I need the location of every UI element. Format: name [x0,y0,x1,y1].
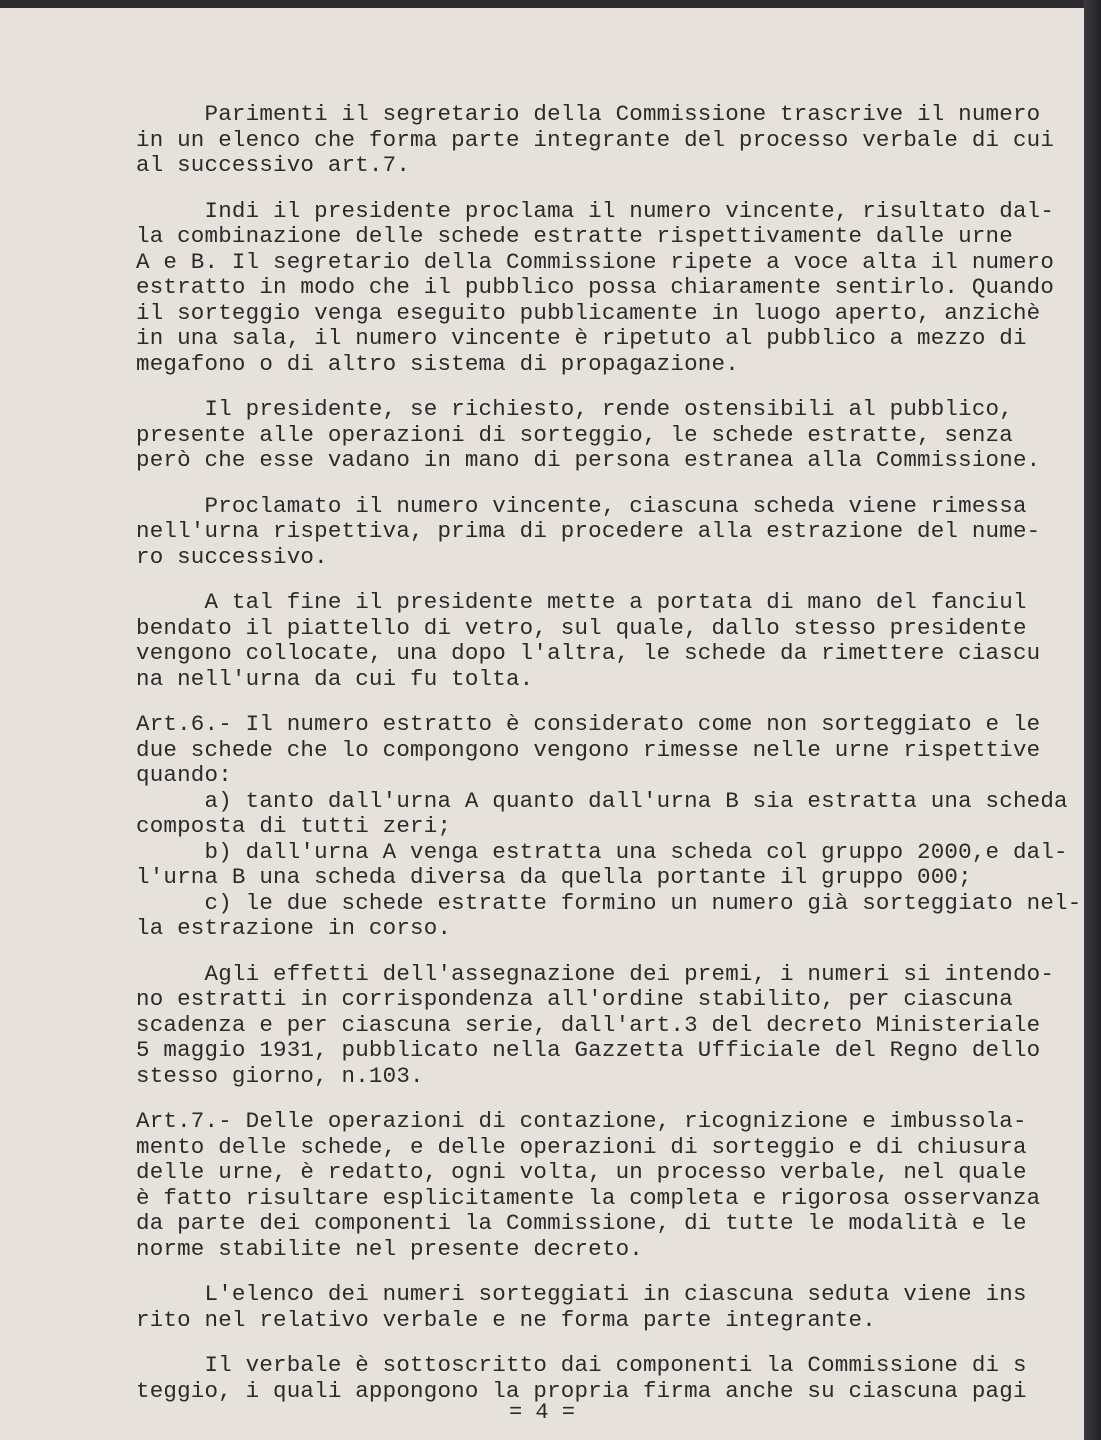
text-line: delle urne, è redatto, ogni volta, un processo verbale, nel quale [136,1159,1027,1185]
paragraph-p7 [136,787,1082,942]
paragraph-p6 [136,711,1041,789]
text-line: Indi il presidente proclama il numero vincente, risultato dal- [136,197,1055,224]
paragraph-p8 [136,960,1055,1090]
text-line: mento delle schede, e delle operazioni di sorteggio e di chiusura [136,1133,1027,1160]
text-line: b) dall'urna A venga estratta una scheda col gruppo 2000,e dal- [136,838,1068,865]
text-line: il sorteggio venga eseguito pubblicamente in luogo aperto, anzichè [136,299,1041,326]
paragraph-p4 [136,492,1041,571]
page-number: = 4 = [508,1400,575,1425]
text-line: teggio, i quali appongono la propria firma anche su ciascuna pagi [136,1377,1027,1404]
paragraph-p11 [136,1353,1036,1404]
text-line: stesso giorno, n.103. [136,1062,424,1089]
text-line: in un elenco che forma parte integrante del processo verbale di cui [136,126,1055,153]
text-line: A tal fine il presidente mette a portata di mano del fanciul [136,589,1027,615]
paragraph-p9 [136,1108,1041,1262]
text-line: estratto in modo che il pubblico possa chiaramente sentirlo. Quando [136,274,1055,300]
text-line: na nell'urna da cui fu tolta. [136,665,534,692]
text-line: scadenza e per ciascuna serie, dall'art.3 del decreto Ministeriale [136,1011,1041,1038]
text-line: L'elenco dei numeri sorteggiati in ciascuna seduta viene ins [136,1281,1027,1307]
text-line: A e B. Il segretario della Commissione ripete a voce alta il numero [136,248,1055,275]
text-line: in una sala, il numero vincente è ripetuto al pubblico a mezzo di [136,325,1027,351]
text-line: è fatto risultare esplicitamente la completa e rigorosa osservanza [136,1184,1041,1211]
text-line: Art.7.- Delle operazioni di contazione, ricognizione e imbussola- [136,1108,1027,1134]
document-body [136,101,1082,1424]
text-line: megafono o di altro sistema di propagazione. [136,350,739,377]
text-line: a) tanto dall'urna A quanto dall'urna B sia estratta una scheda [136,787,1068,814]
text-line: nell'urna rispettiva, prima di procedere alla estrazione del nume- [136,518,1041,544]
paragraph-p5 [136,589,1041,692]
paragraph-p3 [136,396,1041,474]
text-line: l'urna B una scheda diversa da quella portante il gruppo 000; [136,864,972,890]
paragraph-p2 [136,197,1055,378]
text-line: bendato il piattello di vetro, sul quale, dallo stesso presidente [136,614,1027,641]
text-line: ro successivo. [136,543,328,570]
text-line: da parte dei componenti la Commissione, di tutte le modalità e le [136,1210,1027,1236]
text-line: rito nel relativo verbale e ne forma parte integrante. [136,1306,876,1333]
document-page [0,8,1084,1440]
text-line: composta di tutti zeri; [136,813,452,839]
text-line: due schede che lo compongono vengono rimesse nelle urne rispettive [136,736,1041,763]
text-line: Parimenti il segretario della Commissione trascrive il numero [136,101,1041,127]
text-line: c) le due schede estratte formino un numero già sorteggiato nel- [136,889,1082,916]
text-line: norme stabilite nel presente decreto. [136,1235,643,1262]
text-line: Il presidente, se richiesto, rende ostensibili al pubblico, [136,396,1013,422]
text-line: quando: [136,762,232,788]
text-line: vengono collocate, una dopo l'altra, le schede da rimettere ciascu [136,640,1041,666]
book-binding-edge [1084,0,1101,1440]
text-line: però che esse vadano in mano di persona estranea alla Commissione. [136,447,1041,473]
text-line: Agli effetti dell'assegnazione dei premi, i numeri si intendo- [136,960,1055,987]
text-line: presente alle operazioni di sorteggio, le schede estratte, senza [136,421,1013,448]
text-line: no estratti in corrispondenza all'ordine stabilito, per ciascuna [136,986,1013,1012]
text-line: la combinazione delle schede estratte rispettivamente dalle urne [136,223,1013,249]
text-line: al successivo art.7. [136,152,411,178]
text-line: Art.6.- Il numero estratto è considerato come non sorteggiato e le [136,711,1041,737]
text-line: Il verbale è sottoscritto dai componenti la Commissione di s [136,1352,1027,1378]
text-line: 5 maggio 1931, pubblicato nella Gazzetta Ufficiale del Regno dello [136,1037,1041,1063]
paragraph-p10 [136,1282,1036,1333]
text-line: la estrazione in corso. [136,915,452,941]
text-line: Proclamato il numero vincente, ciascuna scheda viene rimessa [136,492,1027,519]
paragraph-p1 [136,101,1055,179]
